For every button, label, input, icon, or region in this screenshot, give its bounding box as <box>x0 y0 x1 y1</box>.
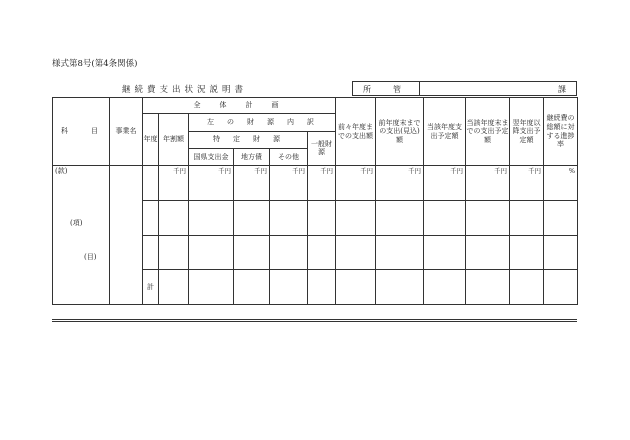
unit-zen: 千円 <box>376 166 424 201</box>
unit-zenzen: 千円 <box>336 166 376 201</box>
header-kamoku: 科 目 <box>53 98 110 166</box>
header-chihosai: 地方債 <box>234 148 270 165</box>
header-hidari-naiyaku: 左 の 財 源 内 訳 <box>189 114 336 131</box>
row-label-kan: (款) <box>55 167 68 176</box>
unit-gaito-matsu: 千円 <box>466 166 510 201</box>
document-title: 継続費支出状況説明書 <box>122 85 248 95</box>
header-tokutei-zaigen: 特 定 財 源 <box>189 131 308 148</box>
header-yoku-nendo: 翌年度以降支出予定額 <box>510 98 544 166</box>
form-number: 様式第8号(第4条関係) <box>52 59 138 69</box>
unit-percent: % <box>544 166 578 201</box>
header-ippan-zaigen: 一般財源 <box>308 131 336 166</box>
header-zentai-keikaku: 全 体 計 画 <box>143 98 336 114</box>
header-nenwari: 年割額 <box>159 114 189 166</box>
data-cell <box>143 166 159 201</box>
unit-ippan: 千円 <box>308 166 336 201</box>
header-sonota: その他 <box>270 148 308 165</box>
unit-nenwari: 千円 <box>159 166 189 201</box>
jurisdiction-label-3: 課 <box>558 85 566 94</box>
header-gaito-nendo: 当該年度支出予定額 <box>424 98 466 166</box>
unit-kokken: 千円 <box>189 166 234 201</box>
bottom-rule <box>52 319 577 320</box>
row-label-ko: (項) <box>70 219 83 227</box>
header-gaito-nendo-matsu: 当該年度末までの支出予定額 <box>466 98 510 166</box>
row-jigyomei-cell <box>110 166 143 305</box>
jurisdiction-box <box>352 81 577 96</box>
row-label-kei: 計 <box>143 270 159 305</box>
jurisdiction-label-2: 管 <box>393 85 401 94</box>
header-nendo: 年度 <box>143 114 159 166</box>
expenditure-table <box>52 97 578 305</box>
row-label-moku: (目) <box>84 253 97 261</box>
unit-gaito: 千円 <box>424 166 466 201</box>
header-zen-nendo: 前年度末までの支出(見込)額 <box>376 98 424 166</box>
header-jigyomei: 事業名 <box>110 98 143 166</box>
header-kokken: 国県支出金 <box>189 148 234 165</box>
unit-yoku: 千円 <box>510 166 544 201</box>
bottom-rule-double <box>52 321 577 322</box>
header-zenzen-nendo: 前々年度までの支出額 <box>336 98 376 166</box>
row-kamoku-cell <box>53 166 110 305</box>
header-shincho-ritsu: 継続費の総額に対する進捗率 <box>544 98 578 166</box>
jurisdiction-label-1: 所 <box>363 85 371 94</box>
unit-sonota: 千円 <box>270 166 308 201</box>
unit-chihosai: 千円 <box>234 166 270 201</box>
